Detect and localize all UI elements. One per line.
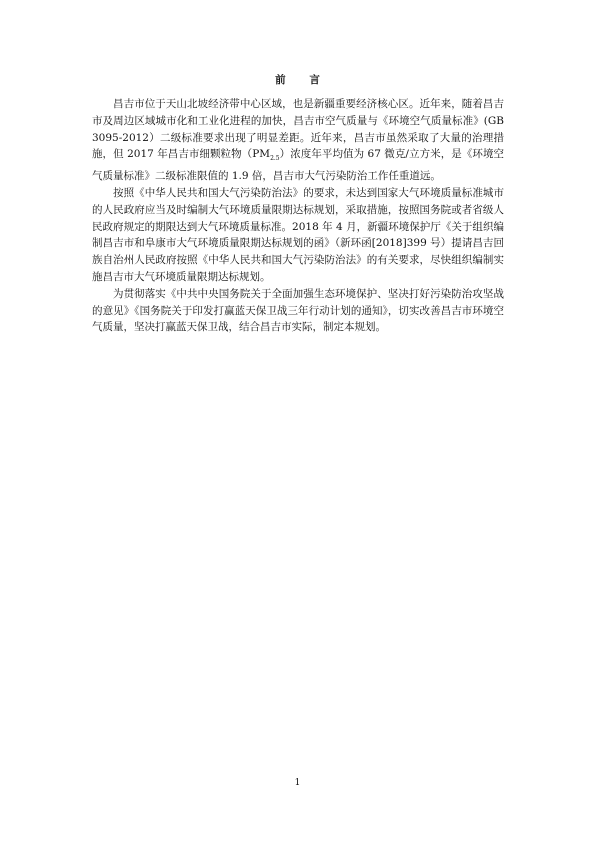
- paragraph-3: 为贯彻落实《中共中央国务院关于全面加强生态环境保护、坚决打好污染防治攻坚战的意见》《国务院关于印发打赢蓝天保卫战三年行动计划的通知》，切实改善昌吉市环境空气质量，坚决打赢蓝天保卫战，结合昌吉市实际，制定本规划。: [92, 287, 504, 334]
- paragraph-1-text-after: ）浓度年平均值为 67 微克/立方米，是《环境空气质量标准》二级标准限值的 1.9 倍，昌吉市大气污染防治工作任重道远。: [92, 148, 505, 183]
- body-text: [92, 96, 504, 336]
- pm-subscript: 2.5: [270, 155, 280, 163]
- page-title: 前 言: [275, 74, 330, 86]
- paragraph-1: [92, 96, 504, 185]
- paragraph-2: 按照《中华人民共和国大气污染防治法》的要求，未达到国家大气环境质量标准城市的人民政府应当及时编制大气环境质量限期达标规划，采取措施，按照国务院或者省级人民政府规定的期限达到大气环境质量标准。2018 年 4 月，新疆环境保护厅《关于组织编制昌吉市和阜康市大气环境质量限期达标规划的函》（新环函[2018]399 号）提请昌吉回族自治州人民政府按照《中华人民共和国大气污染防治法》的有关要求，尽快组织编制实施昌吉市大气环境质量限期达标规划。: [92, 187, 504, 284]
- page-number: 1: [294, 778, 301, 788]
- paragraph-1-text-before: 昌吉市位于天山北坡经济带中心区域，也是新疆重要经济核心区。近年来，随着昌吉市及周边区域城市化和工业化进程的加快，昌吉市空气质量与《环境空气质量标准》(GB3095-2012）二级标准要求出现了明显差距。近年来，昌吉市虽然采取了大量的治理措施，但 2017 年昌吉市细颗粒物（PM: [92, 98, 504, 161]
